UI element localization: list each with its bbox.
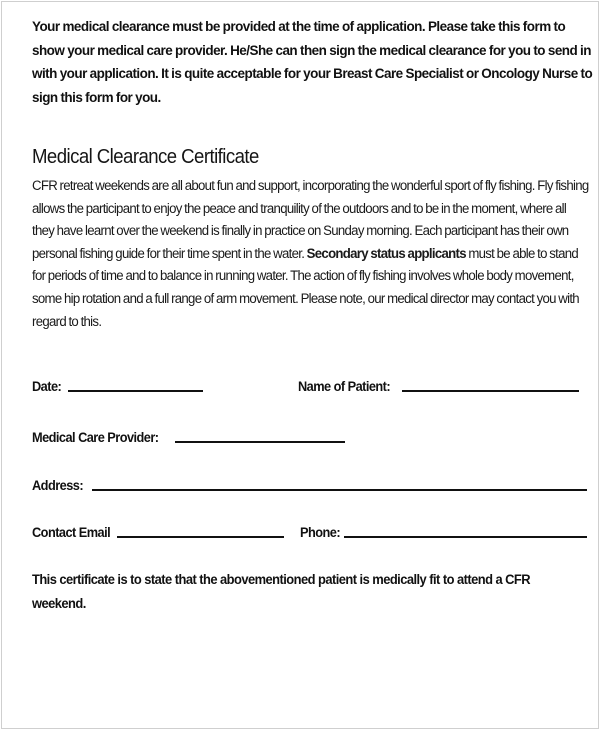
document-page bbox=[1, 1, 599, 729]
phone-input-line[interactable] bbox=[344, 536, 587, 538]
secondary-status-emphasis: Secondary status applicants bbox=[306, 245, 466, 262]
email-label: Contact Email bbox=[32, 525, 111, 541]
closing-statement: This certificate is to state that the abovementioned patient is medically fit to attend a CFR weekend. bbox=[32, 572, 531, 612]
description-text-part1: CFR retreat weekends are all about fun and support, incorporating the wonderful sport of fly fishing. Fly fishing allows the participant to enjoy the peace and tranquility of the outdoors and to be in the moment, where all they have learnt over the weekend is finally in practice on Sunday morning. Each participant has their own personal fishing guide for their time spent in the water. bbox=[32, 178, 589, 262]
email-field bbox=[32, 522, 119, 542]
form-row-date-patient bbox=[32, 376, 592, 396]
form-row-email-phone bbox=[32, 522, 592, 542]
date-label: Date: bbox=[32, 379, 62, 395]
intro-paragraph: Your medical clearance must be provided at the time of application. Please take this form to show your medical care provider. He/She can then sign the medical clearance for you to send in with your application. It is quite acceptable for your Breast Care Specialist or Oncology Nurse to sign this form for you. bbox=[32, 19, 593, 106]
address-input-line[interactable] bbox=[92, 489, 587, 491]
form-row-provider bbox=[32, 427, 592, 447]
provider-label: Medical Care Provider: bbox=[32, 430, 159, 446]
provider-field bbox=[32, 427, 173, 447]
address-field bbox=[32, 475, 89, 495]
phone-field bbox=[300, 522, 344, 542]
date-input-line[interactable] bbox=[68, 390, 203, 392]
page-title: Medical Clearance Certificate bbox=[32, 146, 259, 168]
patient-name-field bbox=[298, 376, 400, 396]
email-input-line[interactable] bbox=[117, 536, 284, 538]
provider-input-line[interactable] bbox=[175, 441, 345, 443]
date-field bbox=[32, 376, 64, 396]
description-paragraph bbox=[32, 175, 590, 333]
patient-name-input-line[interactable] bbox=[402, 390, 579, 392]
patient-name-label: Name of Patient: bbox=[298, 379, 391, 395]
address-label: Address: bbox=[32, 478, 84, 494]
description-text-part2: must be able to stand for periods of time and to balance in running water. The action of fly fishing involves whole body movement, some hip rotation and a full range of arm movement. Please note, our medical director may contact you with regard to this. bbox=[32, 245, 579, 330]
phone-label: Phone: bbox=[300, 525, 341, 541]
document-content bbox=[32, 16, 593, 612]
form-row-address bbox=[32, 475, 592, 495]
